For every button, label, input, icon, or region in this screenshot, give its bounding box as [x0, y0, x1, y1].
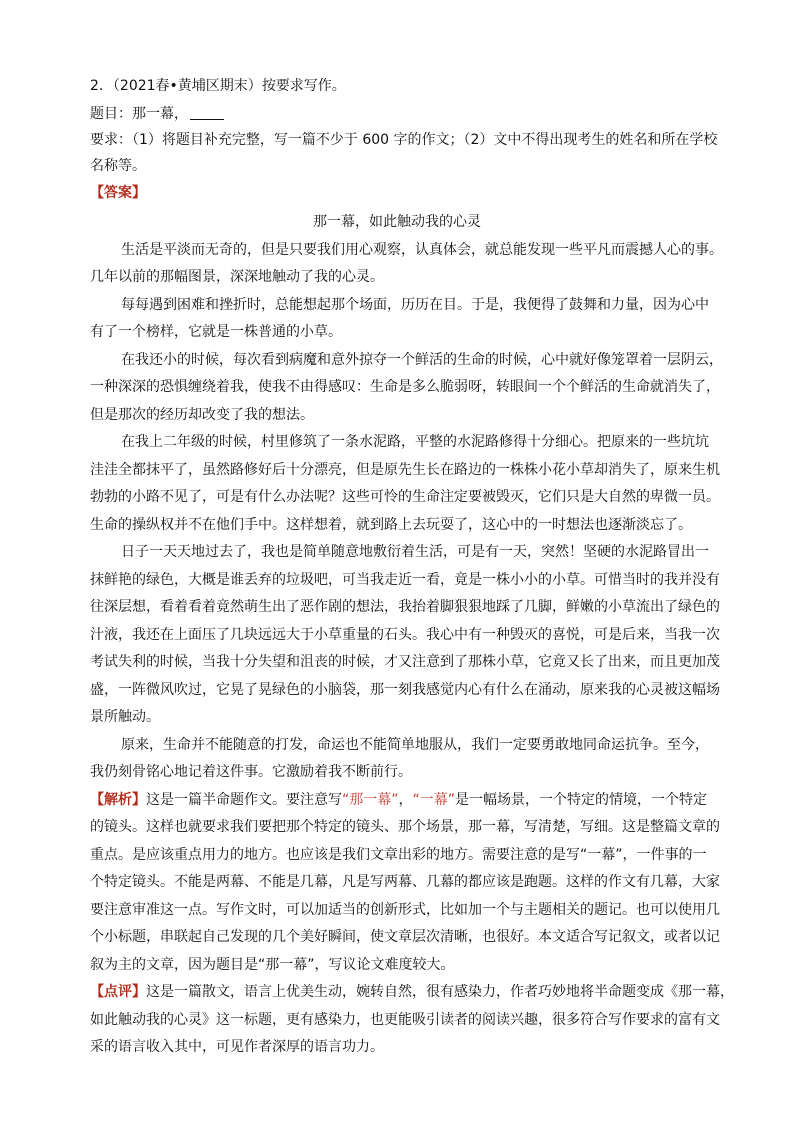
essay-line: 每每遇到困难和挫折时，总能想起那个场面，历历在目。于是，我便得了鼓舞和力量，因为心中	[121, 297, 709, 313]
essay-line: 几年以前的那幅图景，深深地触动了我的心灵。	[90, 269, 384, 285]
analysis-line-1	[90, 791, 730, 809]
analysis-text-b: 是一幅场景，一个特定的情境，一个特定	[455, 792, 708, 808]
essay-line: 有了一个榜样，它就是一株普通的小草。	[90, 324, 342, 340]
question-number: 2．	[90, 78, 113, 94]
essay-line: 一种深深的恐惧缠绕着我，使我不由得感叹：生命是多么脆弱呀，转眼间一个个鲜活的生命就消失了，	[90, 379, 720, 395]
comment-text: 这是一篇散文，语言上优美生动，婉转自然，很有感染力，作者巧妙地将半命题变成《那一幕，	[146, 984, 734, 1000]
essay-line: 洼洼全都抹平了，虽然路修好后十分漂亮，但是原先生长在路边的一株株小花小草却消失了，原来生机	[90, 462, 720, 478]
comment-line-1	[90, 983, 734, 1001]
analysis-sep: ，	[398, 792, 413, 808]
question-instruction: 按要求写作。	[261, 78, 346, 94]
essay-line: 往深层想，看着看着竟然萌生出了恶作剧的想法，我抬着脚狠狠地踩了几脚，鲜嫩的小草流出了绿色的	[90, 599, 720, 615]
essay-line: 汁液，我还在上面压了几块远远大于小草重量的石头。我心中有一种毁灭的喜悦，可是后来，当我一次	[90, 627, 720, 643]
requirement-line-2: 名称等。	[90, 158, 146, 174]
analysis-line: 要注意审准这一点。写作文时，可以加适当的创新形式，比如加一个与主题相关的题记。也可以使用几	[90, 902, 720, 918]
essay-line: 我仍刻骨铭心地记着这件事。它激励着我不断前行。	[90, 764, 412, 780]
analysis-line: 个特定镜头。不能是两幕、不能是几幕，凡是写两幕、几幕的都应该是跑题。这样的作文有几幕，大家	[90, 874, 720, 890]
essay-line: 日子一天天地过去了，我也是简单随意地敷衍着生活，可是有一天，突然！坚硬的水泥路冒出一	[121, 544, 709, 560]
essay-line: 但是那次的经历却改变了我的想法。	[90, 407, 314, 423]
answer-label: 【答案】	[90, 185, 146, 201]
topic-blank	[190, 105, 224, 120]
essay-line: 生活是平淡而无奇的，但是只要我们用心观察，认真体会，就总能发现一些平凡而震撼人心的事。	[121, 242, 723, 258]
essay-line: 勃勃的小路不见了，可是有什么办法呢？这些可怜的生命注定要被毁灭，它们只是大自然的卑微一员。	[90, 489, 720, 505]
analysis-line: 重点。是应该重点用力的地方。也应该是我们文章出彩的地方。需要注意的是写“一幕”，一件事的一	[90, 847, 707, 863]
comment-label: 【点评】	[90, 984, 146, 1000]
analysis-line: 的镜头。这样也就要求我们要把那个特定的镜头、那个场景，那一幕，写清楚，写细。这是整篇文章的	[90, 819, 720, 835]
comment-line: 采的语言收入其中，可见作者深厚的语言功力。	[90, 1039, 384, 1055]
analysis-text: 这是一篇半命题作文。要注意写	[146, 792, 342, 808]
essay-line: 在我还小的时候，每次看到病魔和意外掠夺一个鲜活的生命的时候，心中就好像笼罩着一层阴云，	[121, 352, 723, 368]
essay-line: 在我上二年级的时候，村里修筑了一条水泥路，平整的水泥路修得十分细心。把原来的一些坑坑	[121, 434, 709, 450]
question-header	[90, 77, 730, 95]
essay-line: 抹鲜艳的绿色，大概是谁丢弃的垃圾吧，可当我走近一看，竟是一株小小的小草。可惜当时的我并没有	[90, 572, 720, 588]
analysis-line: 个小标题，串联起自己发现的几个美好瞬间，使文章层次清晰，也很好。本文适合写记叙文，或者以记	[90, 929, 720, 945]
comment-line: 如此触动我的心灵》这一标题，更有感染力，也更能吸引读者的阅读兴趣，很多符合写作要求的富有文	[90, 1012, 720, 1028]
essay-line: 盛，一阵微风吹过，它晃了晃绿色的小脑袋，那一刻我感觉内心有什么在涌动，原来我的心灵被这幅场	[90, 682, 720, 698]
analysis-line: 叙为主的文章，因为题目是“那一幕”，写议论文难度较大。	[90, 957, 455, 973]
analysis-quote-1: “那一幕”	[342, 792, 399, 808]
topic-prefix: 题目：那一幕，	[90, 106, 188, 122]
analysis-label: 【解析】	[90, 792, 146, 808]
question-source: （2021春•黄埔区期末）	[112, 78, 262, 94]
requirement-line-1: 要求：（1）将题目补充完整，写一篇不少于 600 字的作文；（2）文中不得出现考生的姓名和所在学校	[90, 132, 718, 148]
essay-line: 景所触动。	[90, 709, 160, 725]
essay-line: 生命的操纵权并不在他们手中。这样想着，就到路上去玩耍了，这心中的一时想法也逐渐淡忘了。	[90, 517, 692, 533]
essay-line: 考试失利的时候，当我十分失望和沮丧的时候，才又注意到了那株小草，它竟又长了出来，而且更加茂	[90, 654, 720, 670]
essay-title: 那一幕，如此触动我的心灵	[313, 214, 481, 230]
question-topic	[90, 105, 730, 123]
essay-line: 原来，生命并不能随意的打发，命运也不能简单地服从，我们一定要勇敢地同命运抗争。至今，	[121, 737, 709, 753]
analysis-quote-2: “一幕”	[412, 792, 456, 808]
